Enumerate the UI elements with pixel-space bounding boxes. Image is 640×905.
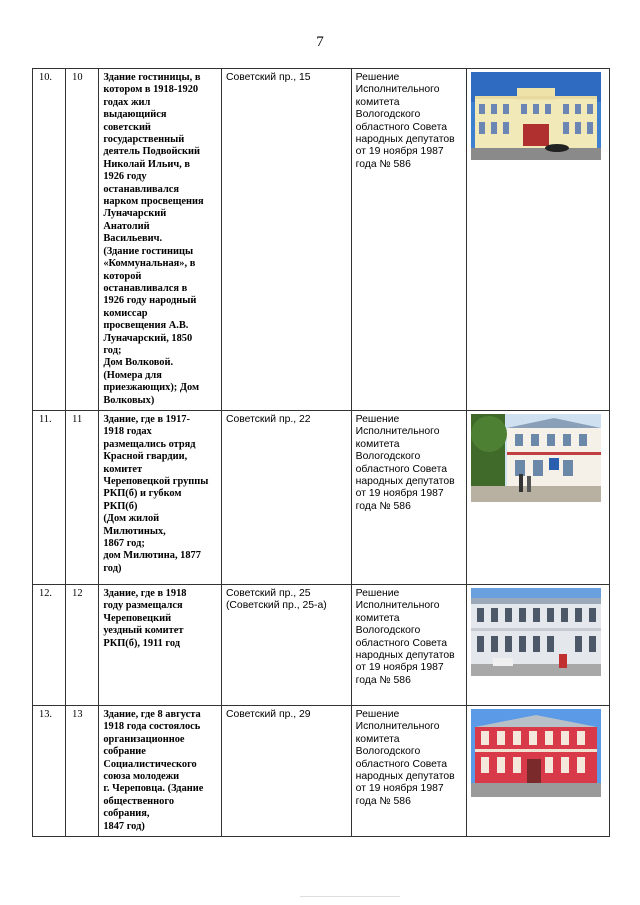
protection-document: Решение Исполнительного комитета Вологодского областного Совета народных депутатов от 19 ноября 1987 года № 586 <box>355 414 455 512</box>
row-number: 13 <box>72 709 83 720</box>
row-index-cell <box>33 585 66 706</box>
row-number-cell <box>66 706 99 837</box>
photo-cell <box>467 706 610 837</box>
row-number-cell <box>66 411 99 585</box>
object-name-cell <box>99 585 222 706</box>
row-number: 12 <box>72 588 83 599</box>
row-index: 13. <box>39 709 52 720</box>
building-photo-10-image <box>471 72 601 160</box>
photo-cell <box>467 411 610 585</box>
photo-cell <box>467 69 610 411</box>
page-number: 7 <box>316 34 324 50</box>
address-cell <box>221 585 351 706</box>
table-row <box>33 585 610 706</box>
row-index-cell <box>33 69 66 411</box>
document-cell <box>351 69 467 411</box>
heritage-registry-table <box>32 68 610 837</box>
address-cell <box>221 706 351 837</box>
building-photo <box>471 709 601 797</box>
address: Советский пр., 22 <box>225 414 311 425</box>
document-cell <box>351 706 467 837</box>
object-name: Здание, где 8 августа 1918 года состоялось организационное собрание Социалистического союза молодежи г. Череповца. (Здание общественного собрания, 1847 год) <box>103 709 204 832</box>
object-name: Здание, где в 1917- 1918 годах размещались отряд Красной гвардии, комитет Череповецкой группы РКП(б) и губком РКП(б) (Дом жилой Милютиных, 1867 год; дом Милютина, 1877 год) <box>103 414 209 574</box>
object-name-cell <box>99 411 222 585</box>
building-photo-13-image <box>471 709 601 797</box>
protection-document: Решение Исполнительного комитета Вологодского областного Совета народных депутатов от 19 ноября 1987 года № 586 <box>355 72 455 170</box>
building-photo-12-image <box>471 588 601 676</box>
building-photo-11-image <box>471 414 601 502</box>
object-name: Здание гостиницы, в котором в 1918-1920 годах жил выдающийся советский государственный деятель Подвойский Николай Ильич, в 1926 году останавливался нарком просвещения Луначарский Анатолий Васильевич. (Здание гостиницы «Коммунальная», в которой останавливался в 1926 году народный комиссар просвещения А.В. Луначарский, 1850 год; Дом Волковой. (Номера для приезжающих); Дом Волковых) <box>103 72 204 406</box>
row-number-cell <box>66 69 99 411</box>
photo-cell <box>467 585 610 706</box>
row-number: 10 <box>72 72 83 83</box>
row-index: 12. <box>39 588 52 599</box>
object-name: Здание, где в 1918 году размещался Череповецкий уездный комитет РКП(б), 1911 год <box>103 588 187 649</box>
address: Советский пр., 15 <box>225 72 311 83</box>
address: Советский пр., 29 <box>225 709 311 720</box>
building-photo <box>471 414 601 502</box>
row-number-cell <box>66 585 99 706</box>
table-row <box>33 69 610 411</box>
object-name-cell <box>99 69 222 411</box>
protection-document: Решение Исполнительного комитета Вологодского областного Совета народных депутатов от 19 ноября 1987 года № 586 <box>355 709 455 807</box>
row-index: 10. <box>39 72 52 83</box>
address-cell <box>221 69 351 411</box>
row-index-cell <box>33 411 66 585</box>
table-row <box>33 411 610 585</box>
address-cell <box>221 411 351 585</box>
object-name-cell <box>99 706 222 837</box>
table-row <box>33 706 610 837</box>
row-number: 11 <box>72 414 83 425</box>
building-photo <box>471 588 601 676</box>
row-index: 11. <box>39 414 52 425</box>
footer-scan-artifact <box>300 896 400 897</box>
row-index-cell <box>33 706 66 837</box>
document-cell <box>351 585 467 706</box>
address: Советский пр., 25 (Советский пр., 25-а) <box>225 588 327 612</box>
protection-document: Решение Исполнительного комитета Вологодского областного Совета народных депутатов от 19 ноября 1987 года № 586 <box>355 588 455 686</box>
document-cell <box>351 411 467 585</box>
building-photo <box>471 72 601 160</box>
